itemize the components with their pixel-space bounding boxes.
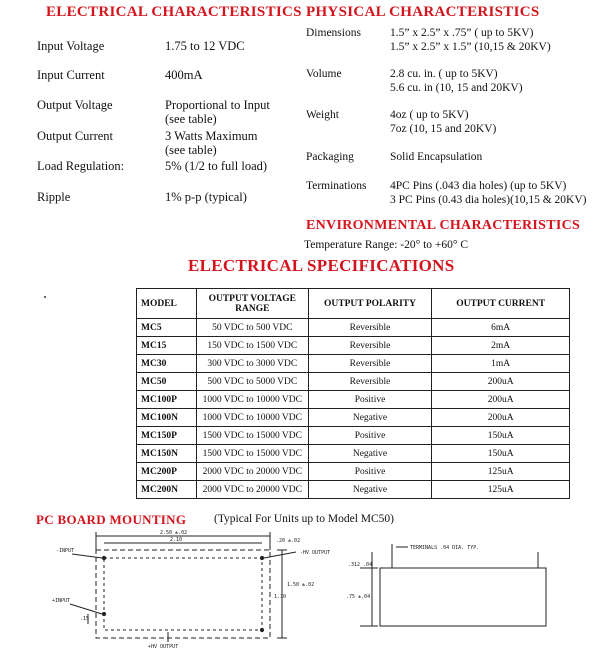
- cell-polarity: Negative: [308, 409, 432, 427]
- table-row: [137, 337, 570, 355]
- electrical-specifications-heading: ELECTRICAL SPECIFICATIONS: [188, 256, 455, 275]
- cell-polarity: Positive: [308, 463, 432, 481]
- cell-model: MC200N: [137, 481, 197, 499]
- cell-voltage-range: 1500 VDC to 15000 VDC: [196, 445, 308, 463]
- cell-current: 125uA: [432, 481, 570, 499]
- scan-speck: [44, 296, 46, 298]
- table-row: [137, 463, 570, 481]
- cell-voltage-range: 500 VDC to 5000 VDC: [196, 373, 308, 391]
- cell-model: MC100N: [137, 409, 197, 427]
- cell-voltage-range: 300 VDC to 3000 VDC: [196, 355, 308, 373]
- col-header-model: MODEL: [137, 289, 197, 319]
- cell-current: 150uA: [432, 427, 570, 445]
- cell-current: 200uA: [432, 373, 570, 391]
- pin-plus-input: [102, 612, 105, 615]
- cell-voltage-range: 1000 VDC to 10000 VDC: [196, 409, 308, 427]
- table-row: [137, 427, 570, 445]
- label-hv-output-bottom: +HV OUTPUT: [148, 644, 179, 650]
- cell-model: MC150N: [137, 445, 197, 463]
- environmental-characteristics-heading: ENVIRONMENTAL CHARACTERISTICS: [306, 218, 581, 233]
- phys-value-packaging: Solid Encapsulation: [390, 151, 483, 163]
- pin-hv-plus: [260, 628, 263, 631]
- phys-value-volume-1: 2.8 cu. in. ( up to 5KV): [390, 68, 498, 80]
- col-header-polarity: OUTPUT POLARITY: [308, 289, 432, 319]
- cell-current: 2mA: [432, 337, 570, 355]
- cell-polarity: Positive: [308, 391, 432, 409]
- cell-current: 200uA: [432, 391, 570, 409]
- elec-value-output-current-note: (see table): [165, 143, 217, 157]
- phys-value-terminations-2: 3 PC Pins (0.43 dia holes)(10,15 & 20KV): [390, 194, 587, 206]
- table-header-row: [137, 289, 570, 319]
- table-row: [137, 319, 570, 337]
- table-row: [137, 391, 570, 409]
- label-dim-height: 1.50 ±.02: [287, 582, 315, 588]
- phys-label-packaging: Packaging: [306, 151, 354, 163]
- cell-model: MC200P: [137, 463, 197, 481]
- cell-model: MC150P: [137, 427, 197, 445]
- pin-pattern-outline: [104, 558, 262, 630]
- cell-current: 125uA: [432, 463, 570, 481]
- elec-value-output-voltage-note: (see table): [165, 112, 217, 126]
- elec-value-ripple: 1% p-p (typical): [165, 190, 247, 204]
- cell-polarity: Negative: [308, 445, 432, 463]
- phys-label-volume: Volume: [306, 68, 342, 80]
- temperature-range: Temperature Range: -20° to +60° C: [304, 239, 469, 251]
- cell-polarity: Reversible: [308, 373, 432, 391]
- phys-label-dimensions: Dimensions: [306, 27, 361, 39]
- cell-voltage-range: 1500 VDC to 15000 VDC: [196, 427, 308, 445]
- label-hv-output-top: -HV OUTPUT: [300, 550, 331, 556]
- physical-characteristics-heading: PHYSICAL CHARACTERISTICS: [306, 4, 540, 20]
- cell-voltage-range: 50 VDC to 500 VDC: [196, 319, 308, 337]
- phys-value-dimensions-1: 1.5” x 2.5” x .75” ( up to 5KV): [390, 27, 534, 39]
- label-dim-body: .75 ±.04: [346, 594, 371, 600]
- cell-polarity: Reversible: [308, 337, 432, 355]
- cell-current: 6mA: [432, 319, 570, 337]
- elec-value-input-current: 400mA: [165, 68, 203, 82]
- cell-polarity: Positive: [308, 427, 432, 445]
- elec-value-output-current: 3 Watts Maximum: [165, 129, 258, 143]
- cell-current: 1mA: [432, 355, 570, 373]
- phys-label-terminations: Terminations: [306, 180, 367, 192]
- label-dim-inner: 2.10: [170, 537, 183, 543]
- phys-value-terminations-1: 4PC Pins (.043 dia holes) (up to 5KV): [390, 180, 567, 192]
- cell-model: MC100P: [137, 391, 197, 409]
- table-row: [137, 445, 570, 463]
- label-dim-inner-height: 1.10: [274, 594, 287, 600]
- col-header-current: OUTPUT CURRENT: [432, 289, 570, 319]
- module-outline: [96, 550, 270, 638]
- cell-model: MC50: [137, 373, 197, 391]
- col-header-voltage-range: OUTPUT VOLTAGE RANGE: [196, 289, 308, 319]
- elec-label-ripple: Ripple: [37, 190, 71, 204]
- elec-value-load-regulation: 5% (1/2 to full load): [165, 159, 268, 173]
- phys-value-weight-2: 7oz (10, 15 and 20KV): [390, 123, 497, 135]
- pc-board-mounting-drawing: [0, 528, 598, 650]
- cell-current: 200uA: [432, 409, 570, 427]
- phys-value-weight-1: 4oz ( up to 5KV): [390, 109, 469, 121]
- table-row: [137, 373, 570, 391]
- cell-polarity: Reversible: [308, 355, 432, 373]
- cell-model: MC30: [137, 355, 197, 373]
- table-row: [137, 355, 570, 373]
- label-dim-small-top: .20 ±.02: [276, 538, 301, 544]
- table-row: [137, 481, 570, 499]
- label-dim-pin: .312 .04: [348, 562, 373, 568]
- pin-minus-input: [102, 556, 105, 559]
- label-minus-input: -INPUT: [56, 548, 75, 554]
- elec-value-output-voltage: Proportional to Input: [165, 98, 270, 112]
- table-row: [137, 409, 570, 427]
- pc-board-mounting-note: (Typical For Units up to Model MC50): [214, 513, 394, 525]
- pin-hv-minus: [260, 556, 263, 559]
- elec-label-load-regulation: Load Regulation:: [37, 159, 125, 173]
- elec-label-output-voltage: Output Voltage: [37, 98, 113, 112]
- label-dim-small-side: .15: [80, 616, 90, 622]
- cell-voltage-range: 2000 VDC to 20000 VDC: [196, 463, 308, 481]
- cell-voltage-range: 2000 VDC to 20000 VDC: [196, 481, 308, 499]
- label-plus-input: +INPUT: [52, 598, 71, 604]
- phys-value-dimensions-2: 1.5” x 2.5” x 1.5” (10,15 & 20KV): [390, 41, 551, 53]
- electrical-characteristics-heading: ELECTRICAL CHARACTERISTICS: [46, 4, 302, 20]
- elec-value-input-voltage: 1.75 to 12 VDC: [165, 39, 245, 53]
- cell-voltage-range: 150 VDC to 1500 VDC: [196, 337, 308, 355]
- cell-polarity: Negative: [308, 481, 432, 499]
- pc-board-mounting-heading: PC BOARD MOUNTING: [36, 512, 187, 527]
- cell-voltage-range: 1000 VDC to 10000 VDC: [196, 391, 308, 409]
- side-view-body: [380, 568, 546, 626]
- label-terminals: TERMINALS .04 DIA. TYP.: [410, 545, 480, 551]
- cell-model: MC5: [137, 319, 197, 337]
- elec-label-output-current: Output Current: [37, 129, 114, 143]
- electrical-specifications-table: [136, 288, 570, 499]
- cell-current: 150uA: [432, 445, 570, 463]
- cell-model: MC15: [137, 337, 197, 355]
- phys-value-volume-2: 5.6 cu. in (10, 15 and 20KV): [390, 82, 523, 94]
- phys-label-weight: Weight: [306, 109, 339, 121]
- cell-polarity: Reversible: [308, 319, 432, 337]
- elec-label-input-voltage: Input Voltage: [37, 39, 105, 53]
- elec-label-input-current: Input Current: [37, 68, 105, 82]
- label-dim-overall: 2.50 ±.02: [160, 530, 188, 536]
